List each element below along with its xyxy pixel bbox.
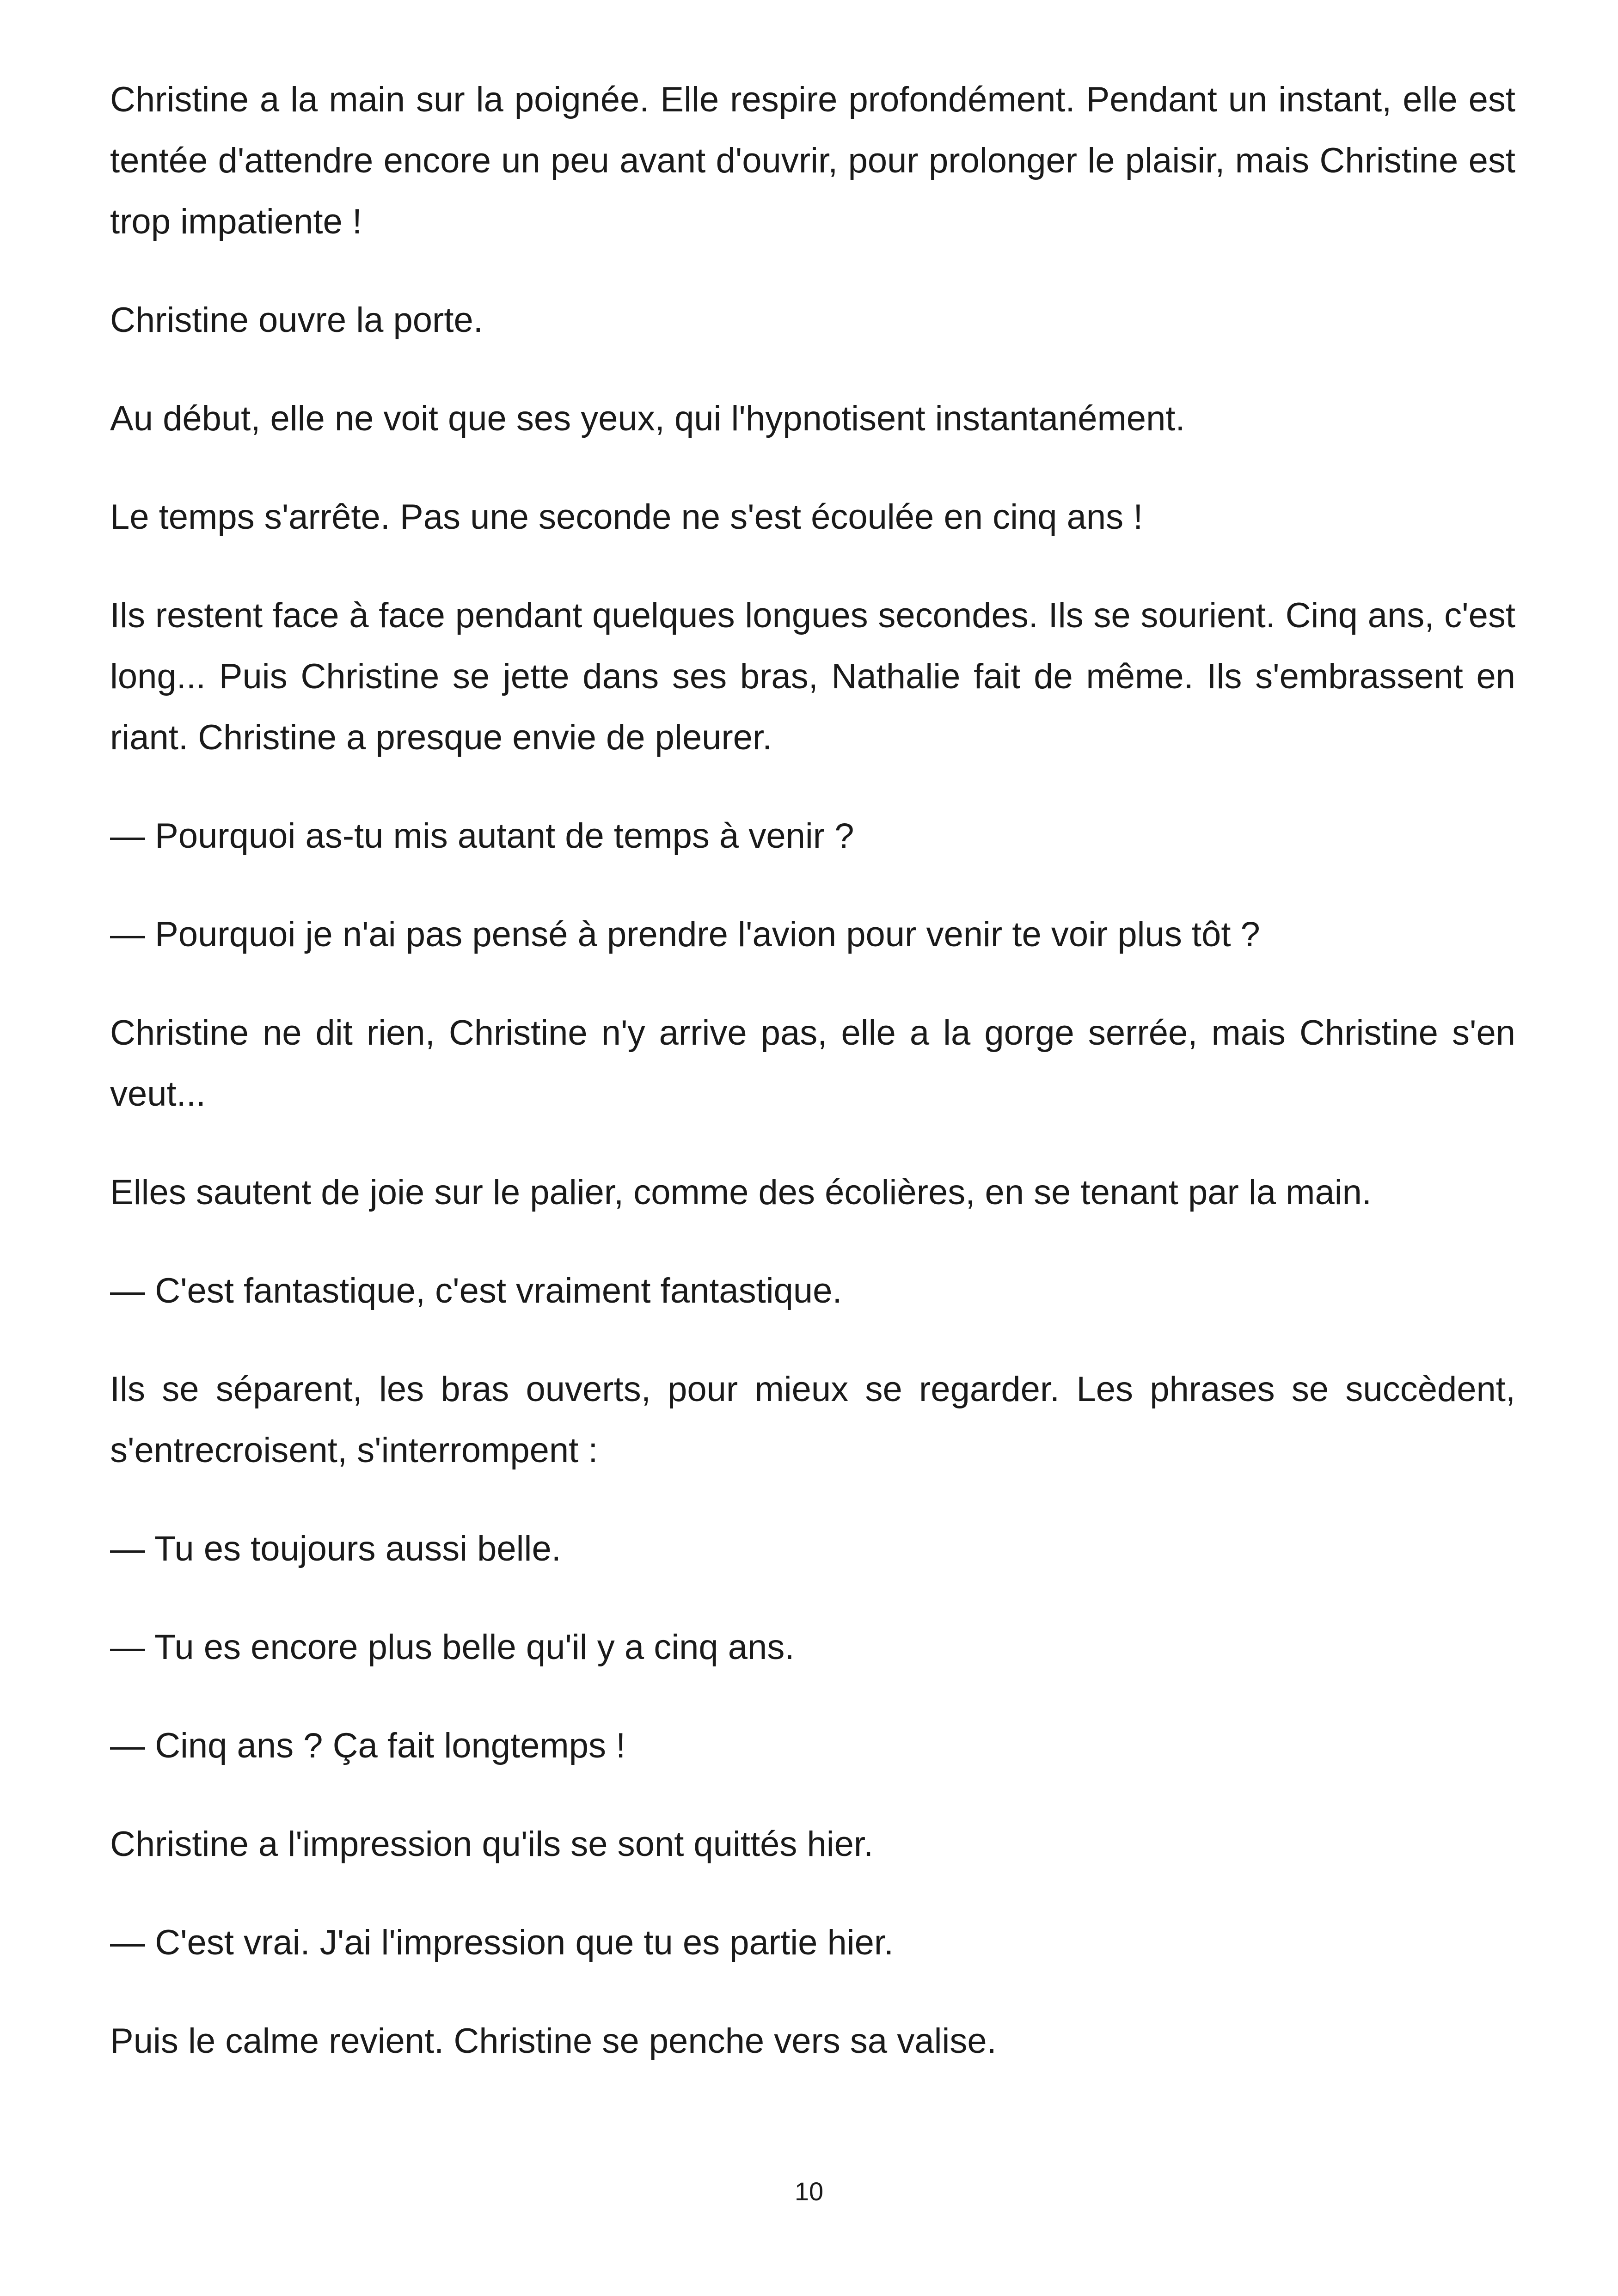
dialogue-line: — Tu es toujours aussi belle. — [110, 1529, 561, 1568]
dialogue-line: — Cinq ans ? Ça fait longtemps ! — [110, 1726, 626, 1765]
paragraph: Le temps s'arrête. Pas une seconde ne s'est écoulée en cinq ans ! — [110, 497, 1143, 537]
paragraph: Christine a l'impression qu'ils se sont quittés hier. — [110, 1825, 874, 1864]
paragraph: Ils se séparent, les bras ouverts, pour mieux se regarder. Les phrases se succèdent, s'entrecroisent, s'interrompent : — [110, 1370, 1515, 1470]
paragraph: Elles sautent de joie sur le palier, comme des écolières, en se tenant par la main. — [110, 1173, 1372, 1212]
paragraph: Puis le calme revient. Christine se penche vers sa valise. — [110, 2021, 997, 2061]
dialogue-line: — C'est vrai. J'ai l'impression que tu es partie hier. — [110, 1923, 894, 1962]
paragraph: Christine ouvre la porte. — [110, 300, 483, 340]
paragraph: Christine ne dit rien, Christine n'y arrive pas, elle a la gorge serrée, mais Christine s'en veut... — [110, 1013, 1515, 1114]
dialogue-line: — Pourquoi as-tu mis autant de temps à venir ? — [110, 816, 854, 856]
dialogue-line: — Pourquoi je n'ai pas pensé à prendre l'avion pour venir te voir plus tôt ? — [110, 915, 1260, 954]
body-text — [110, 69, 1515, 2072]
dialogue-line: — C'est fantastique, c'est vraiment fantastique. — [110, 1271, 842, 1310]
paragraph: Ils restent face à face pendant quelques longues secondes. Ils se sourient. Cinq ans, c'est long... Puis Christine se jette dans ses bras, Nathalie fait de même. Ils s'embrassent en riant. Christine a presque envie de pleurer. — [110, 596, 1515, 757]
paragraph: Au début, elle ne voit que ses yeux, qui l'hypnotisent instantanément. — [110, 399, 1185, 438]
paragraph: Christine a la main sur la poignée. Elle respire profondément. Pendant un instant, elle est tentée d'attendre encore un peu avant d'ouvrir, pour prolonger le plaisir, mais Christine est trop impatiente ! — [110, 80, 1515, 241]
dialogue-line: — Tu es encore plus belle qu'il y a cinq ans. — [110, 1628, 795, 1667]
page-number: 10 — [794, 2177, 824, 2206]
